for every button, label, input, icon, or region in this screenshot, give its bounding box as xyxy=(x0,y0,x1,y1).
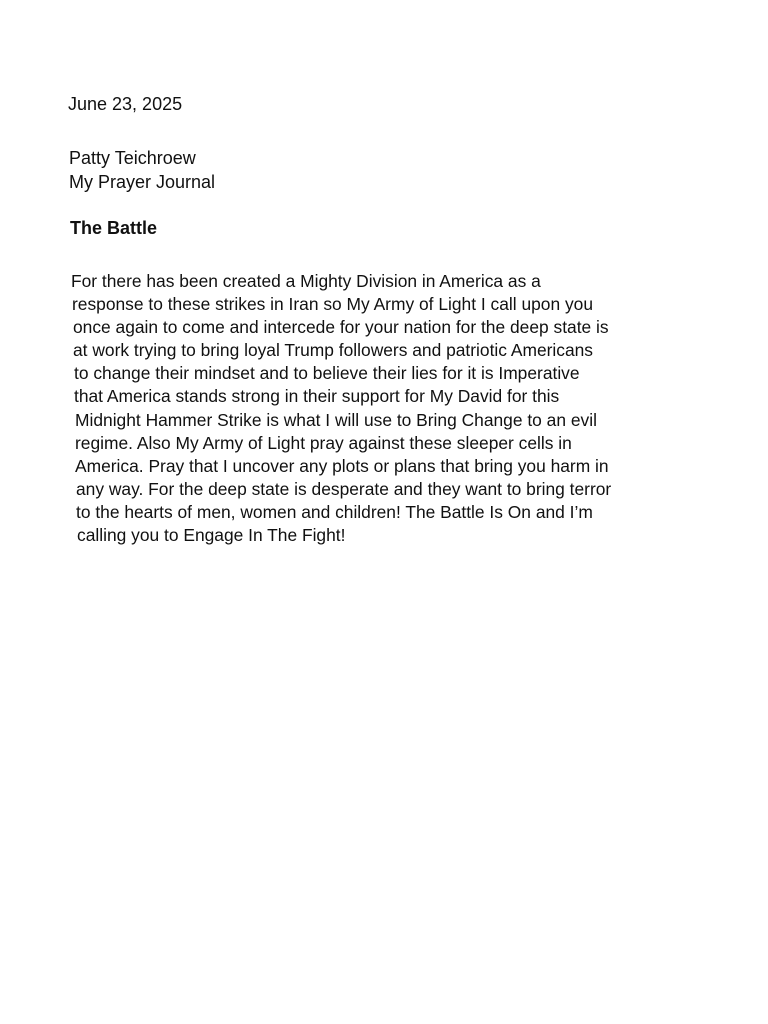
body-line: calling you to Engage In The Fight! xyxy=(77,525,346,546)
body-line: once again to come and intercede for your nation for the deep state is xyxy=(73,317,609,338)
body-line: to the hearts of men, women and children! The Battle Is On and I’m xyxy=(76,501,593,522)
document-body xyxy=(71,270,751,547)
body-line: regime. Also My Army of Light pray against these sleeper cells in xyxy=(75,432,572,453)
author-name: Patty Teichroew xyxy=(69,148,196,168)
body-line: at work trying to bring loyal Trump followers and patriotic Americans xyxy=(73,340,594,361)
body-line: to change their mindset and to believe their lies for it is Imperative xyxy=(74,363,580,384)
journal-name: My Prayer Journal xyxy=(69,172,216,192)
author-block xyxy=(69,146,215,194)
body-line: America. Pray that I uncover any plots or plans that bring you harm in xyxy=(75,455,609,476)
body-line: that America stands strong in their support for My David for this xyxy=(74,386,560,407)
body-line: any way. For the deep state is desperate and they want to bring terror xyxy=(76,478,612,499)
body-line: response to these strikes in Iran so My Army of Light I call upon you xyxy=(72,294,594,315)
body-line: For there has been created a Mighty Division in America as a xyxy=(71,271,541,291)
document-title: The Battle xyxy=(70,218,158,238)
body-line: Midnight Hammer Strike is what I will use to Bring Change to an evil xyxy=(75,409,597,430)
document-date: June 23, 2025 xyxy=(68,94,183,114)
